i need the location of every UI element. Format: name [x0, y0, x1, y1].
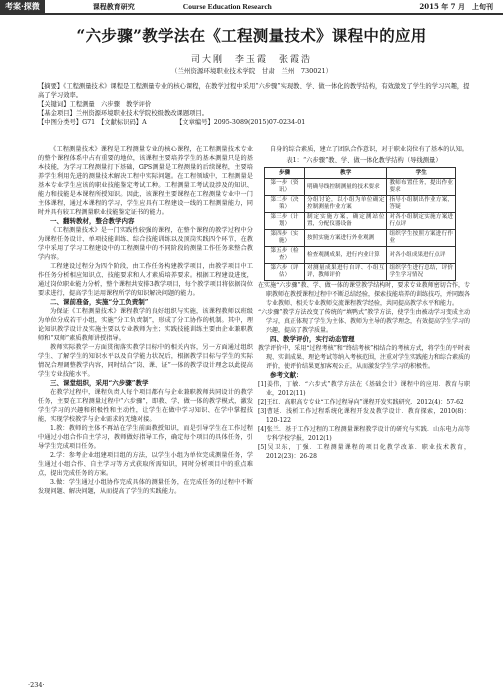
section-label: 考案·探微 — [0, 0, 45, 13]
table-cell: 第六步（评估） — [265, 264, 305, 281]
table-header-cell: 学生 — [387, 168, 456, 179]
article-number: 【文章编号】2095-3089(2015)07-0234-01 — [176, 119, 306, 126]
table-header-cell: 教学 — [305, 168, 387, 179]
abstract-block — [38, 82, 470, 127]
keywords: 【关键词】工程测量 六步骤 教学评价 — [38, 101, 152, 108]
left-column — [38, 145, 253, 496]
body-paragraph: “六步骤”教学方法改变了传统的“填鸭式”教学方法，使学生由被动学习变成主动学习，真正体现了学生为主体、教师为主导的教学理念，有效提高学生学习的兴趣，提高了教学质量。 — [258, 309, 471, 334]
table-cell: 按照实施方案进行外业观测 — [305, 230, 387, 247]
table-cell: 制定实施方案，确定测站位置，分配仪器设备 — [305, 213, 387, 230]
body-paragraph: 2.学：参考企业组建项目组的方法，以学生小组为单位完成测量任务，学生通过小组合作、自主学习等方式获取所需知识，同时分析项目中的重点难点，提出完成任务的方案。 — [38, 452, 253, 477]
issue-date: 2015 年 7 月 上旬刊 — [419, 1, 493, 11]
section-heading: 四、教学评价，实行动态管理 — [270, 335, 355, 343]
table-cell: 对测量成果进行自评、小组互评，教师评价 — [305, 264, 387, 281]
clc-number: 【中图分类号】G71 — [38, 119, 96, 126]
table-cell: 分组讨论，以小组为单位确定控制测量作业方案 — [305, 196, 387, 213]
table-row — [265, 230, 456, 247]
reference-item: [2]王红．高职高专专业“工作过程导向”课程开发实践研究．2012(4)：57-62 — [258, 399, 464, 406]
table-row — [265, 196, 456, 213]
table-cell: 对各小组制定实施方案进行点评 — [387, 213, 456, 230]
table-cell: 第三步（计划） — [265, 213, 305, 230]
table-cell: 指导小组制出作业方案，答疑 — [387, 196, 456, 213]
body-paragraph: 《工程测量技术》课程是工程测量专业的核心课程，在工程测量技术专业的整个课程体系中占有重要的地位，该课程主要培养学生的基本测量只是的基本技能，为学习工程测量打下基础，GPS测量是工程测量的后续课程，主要培养学生利用先进的测量技术解决工程中实际问题。在工程领域中，工程测量是基本专业学生应该的职业技能鉴定考试工种。工程测量工考试设涉及的知识、能力和技能是本课程所授知识。因此，该课程主要课程在工程测量专业中一门主体课程，通过本课程的学习，学生应具有工程建设一线的工程测量能力，同时并具有较工程测量职业技能鉴定证书的能力。 — [38, 146, 253, 216]
page-header — [0, 0, 503, 15]
journal-name-en: Course Education Research — [182, 2, 272, 11]
reference-item: [1]姜伟，丁敏．“六步式”教学方法在《基础会计》课程中的应用．教育与职业，2012(11) — [258, 381, 470, 397]
table-header-row — [265, 168, 456, 179]
page-number: ·234· — [28, 681, 45, 689]
table-cell: 明确导线控制测量的技术要求 — [305, 179, 387, 196]
table-caption: 表1：“六步骤”教、学、做一体化教学结构（导线测量） — [286, 157, 442, 164]
authors: 司大刚 李玉霞 张霞浩 — [190, 55, 312, 65]
table-header-cell: 步骤 — [265, 168, 305, 179]
body-paragraph: 教师实际教学一方面贯彻落实教学目标中的相关内容，另一方面通过组织学生、了解学生的知识水平以及自学能力状况后，根据教学目标与学生的实际情况合理调整教学内容，同时结合“岗、课、证”一体的教学设计理念以此提高学生专业技能水平。 — [38, 344, 253, 378]
reference-item: [4]张兰．基于工作过程的工程测量课程教学设计的研究与实践．山东电力高等专科学校学报，2012(1) — [258, 426, 470, 442]
table-cell: 检查观测成果，进行内业计算 — [305, 247, 387, 264]
body-paragraph: 1.教：教师的主体不再站在学生前面教授知识，而是引导学生在工作过程中通过小组合作自主学习，教师做好指导工作，确定每个项目的具体任务，引导学生完成项目任务。 — [38, 425, 253, 450]
body-paragraph: 3.做：学生通过小组协作完成具体的测量任务，在完成任务的过程中不断发现问题、解决问题，从而提高了学生的实践能力。 — [38, 479, 253, 495]
six-step-table — [264, 167, 456, 281]
table-cell: 组织学生进行总结，评价学生学习情况 — [387, 264, 456, 281]
reference-item: [5]吴卫东，丁强．工程测量课程的项目化教学改革．职业技术教育，2012(23)：26-28 — [258, 444, 470, 460]
document-code: 【文献标识码】A — [98, 119, 147, 126]
article-title: “六步骤”教学法在《工程测量技术》课程中的应用 — [76, 26, 427, 45]
table-row — [265, 179, 456, 196]
table-cell: 第一步（资讯） — [265, 179, 305, 196]
table-cell: 第五步（检查） — [265, 247, 305, 264]
section-heading: 参考文献： — [270, 371, 303, 379]
table-row — [265, 213, 456, 230]
classification-row — [38, 118, 470, 127]
affiliation: （兰州资源环境职业技术学院 甘肃 兰州 730021） — [170, 67, 333, 75]
table-row — [265, 247, 456, 264]
table-cell: 第二步（决策） — [265, 196, 305, 213]
body-paragraph: 《工程测量技术》是一门实践性较强的课程，在整个课程的教学过程中分为课程任务设计、单项技能训练、综合技能训练以及顶岗实践四个环节，在教学中采用了学习工程建设中的工程测量中的不同阶段的测量工作任务来整合教学内容。 — [38, 227, 253, 261]
table-cell: 教师布置任务，提出作业要求 — [387, 179, 456, 196]
body-paragraph: 在教学过程中，课程负责人每个项目都有与企业兼职教师共同设计的教学任务，主要在工程测量过程中“六步骤”，即教、学、做一体的教学模式，激发学生学习的兴趣和积极性和主动性，让学生在做中学习知识、在学中掌握技能，实现学校教学与企业需求的无缝对接。 — [38, 389, 253, 423]
body-paragraph: 为保证《工程测量技术》课程教学的良好组织与实施，该课程教师以班级为单位分成若干小组，实施“分工负责制”，形成了分工协作的机制。其中，理论知识教学设计及实施主要以专业教师为主；实践技能训练主要由企业兼职教师和“双师”素质教师讲授指导。 — [38, 308, 253, 342]
body-paragraph: 教学评价中，采用“过程考核”和“终结考核”相结合的考核方式，将学生的平时表现、实训成果、理论考试等纳入考核范围，注重对学生实践能力和综合素质的评价，使评价结果更加客观公正，从而激发学生学习的积极性。 — [258, 345, 471, 370]
right-column — [258, 145, 470, 461]
body-paragraph: 自身的综合素质，建立了团队合作意识，对于职业岗位有了基本的认知。 — [270, 146, 468, 153]
journal-name-cn: 课程教育研究 — [92, 1, 135, 11]
reference-item: [3]曹延．浅析工作过程系统化课程开发及教学设计．教育探索，2010(8)：120-122 — [258, 408, 470, 424]
section-heading: 三、课堂组织，采用“六步骤”教学 — [50, 379, 149, 387]
section-heading: 一、翻转教材，整合教学内容 — [50, 217, 135, 225]
body-paragraph: 工程建设过程分为四个阶段，由工作任务构建教学项目，由教学项目中工作任务分析相应知识点、技能要求和人才素质培养要求。根据工程建设进度，通过岗位职业能力分析，整个课程共安排3教学项目，每个教学项目将依据岗位要求进行，提高学生运用课程所学的知识解决问题的能力。 — [38, 263, 253, 297]
table-cell: 第四步（实施） — [265, 230, 305, 247]
abstract-text: 【摘要】《工程测量技术》课程是工程测量专业的核心课程，在教学过程中采用“六步骤”实现教、学、做一体化的教学结构，有效激发了学生的学习兴趣，提高了学习效率。 — [38, 83, 470, 99]
fund-project: 【基金项目】兰州资源环境职业技术学院校级教改课题项目。 — [38, 110, 209, 117]
table-row — [265, 264, 456, 281]
body-paragraph: 在实施“六步骤”教、学、做一体的课堂教学结构时，要求专业教师密切合作，专职教师在教授课程过程中不断总结经验，探索技能培养的训练技巧，并同跟各专业教师、相关专业教师交流课程教学经验，共同提高教学水平和能力。 — [258, 282, 471, 307]
section-heading: 二、课前准备，实施“分工负责制” — [50, 298, 149, 306]
table-cell: 对各小组成果进行点评 — [387, 247, 456, 264]
table-cell: 组织学生按照方案进行作业 — [387, 230, 456, 247]
